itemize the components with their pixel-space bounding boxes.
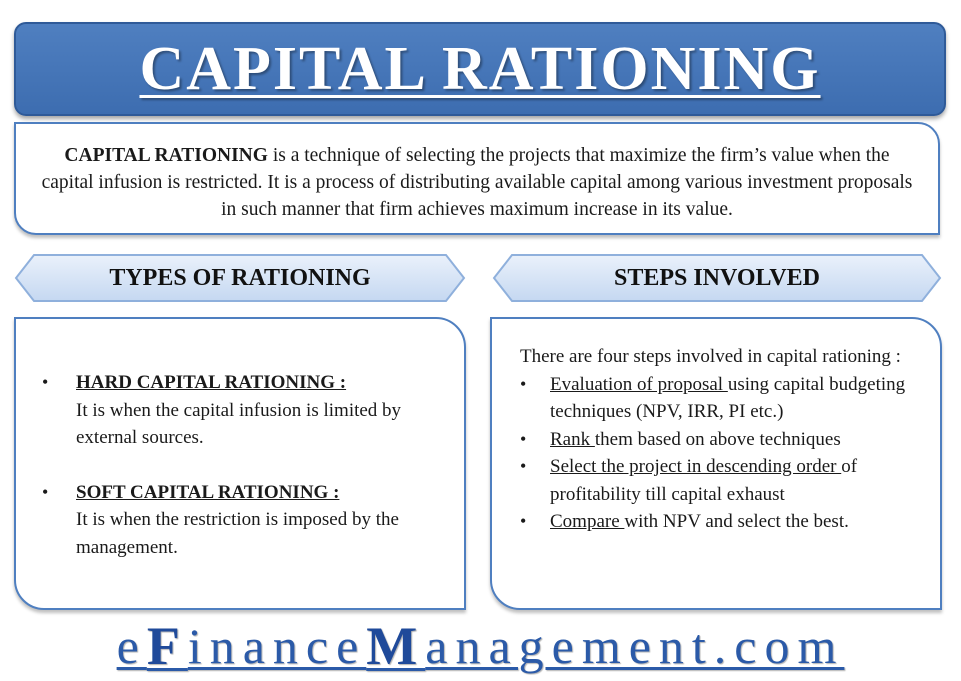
type-title: SOFT CAPITAL RATIONING : (76, 481, 340, 503)
footer-part: M (366, 616, 426, 676)
footer-part: inance (187, 618, 367, 674)
bullet: • (520, 373, 527, 394)
step-item (520, 453, 926, 508)
types-heading-banner (14, 253, 466, 303)
step-text: them based on above techniques (594, 428, 841, 450)
footer-part: e (116, 618, 147, 674)
step-item (520, 371, 926, 426)
title-banner (14, 22, 946, 116)
type-item-hard (42, 369, 444, 452)
site-footer-link[interactable] (0, 614, 961, 678)
footer-part: anagement.com (425, 618, 845, 674)
steps-heading: STEPS INVOLVED (613, 264, 821, 291)
types-heading: TYPES OF RATIONING (109, 264, 371, 291)
bullet: • (42, 372, 49, 392)
type-item-soft (42, 479, 444, 562)
bullet: • (520, 428, 527, 449)
bullet: • (520, 511, 527, 531)
steps-heading-banner (492, 253, 942, 303)
page-title: CAPITAL RATIONING (139, 34, 821, 103)
steps-intro: There are four steps involved in capital rationing : (520, 346, 901, 367)
footer-part: F (146, 616, 188, 676)
step-item (520, 426, 926, 454)
step-key: Compare (550, 511, 625, 532)
step-key: Select the project in descending order (550, 456, 842, 477)
type-desc: It is when the capital infusion is limited by external sources. (76, 399, 402, 448)
bullet: • (42, 481, 49, 502)
bullet: • (520, 456, 527, 476)
type-desc: It is when the restriction is imposed by the management. (76, 509, 399, 558)
step-text: with NPV and select the best. (624, 511, 849, 532)
definition-term: CAPITAL RATIONING (64, 145, 268, 166)
definition-box (14, 122, 940, 235)
type-title: HARD CAPITAL RATIONING : (76, 372, 347, 393)
definition-text: is a technique of selecting the projects that maximize the firm’s value when the capital infusion is restricted. It is a process of distributing available capital among various investment proposals in such manner that firm achieves maximum increase in its value. (41, 145, 913, 220)
step-text: using capital budgeting techniques (NPV, IRR, PI etc.) (550, 373, 906, 422)
types-box (14, 317, 466, 610)
step-item (520, 508, 926, 536)
steps-box (490, 317, 942, 610)
step-text: of profitability till capital exhaust (550, 456, 858, 505)
step-key: Evaluation of proposal (550, 373, 728, 395)
step-key: Rank (550, 428, 595, 450)
